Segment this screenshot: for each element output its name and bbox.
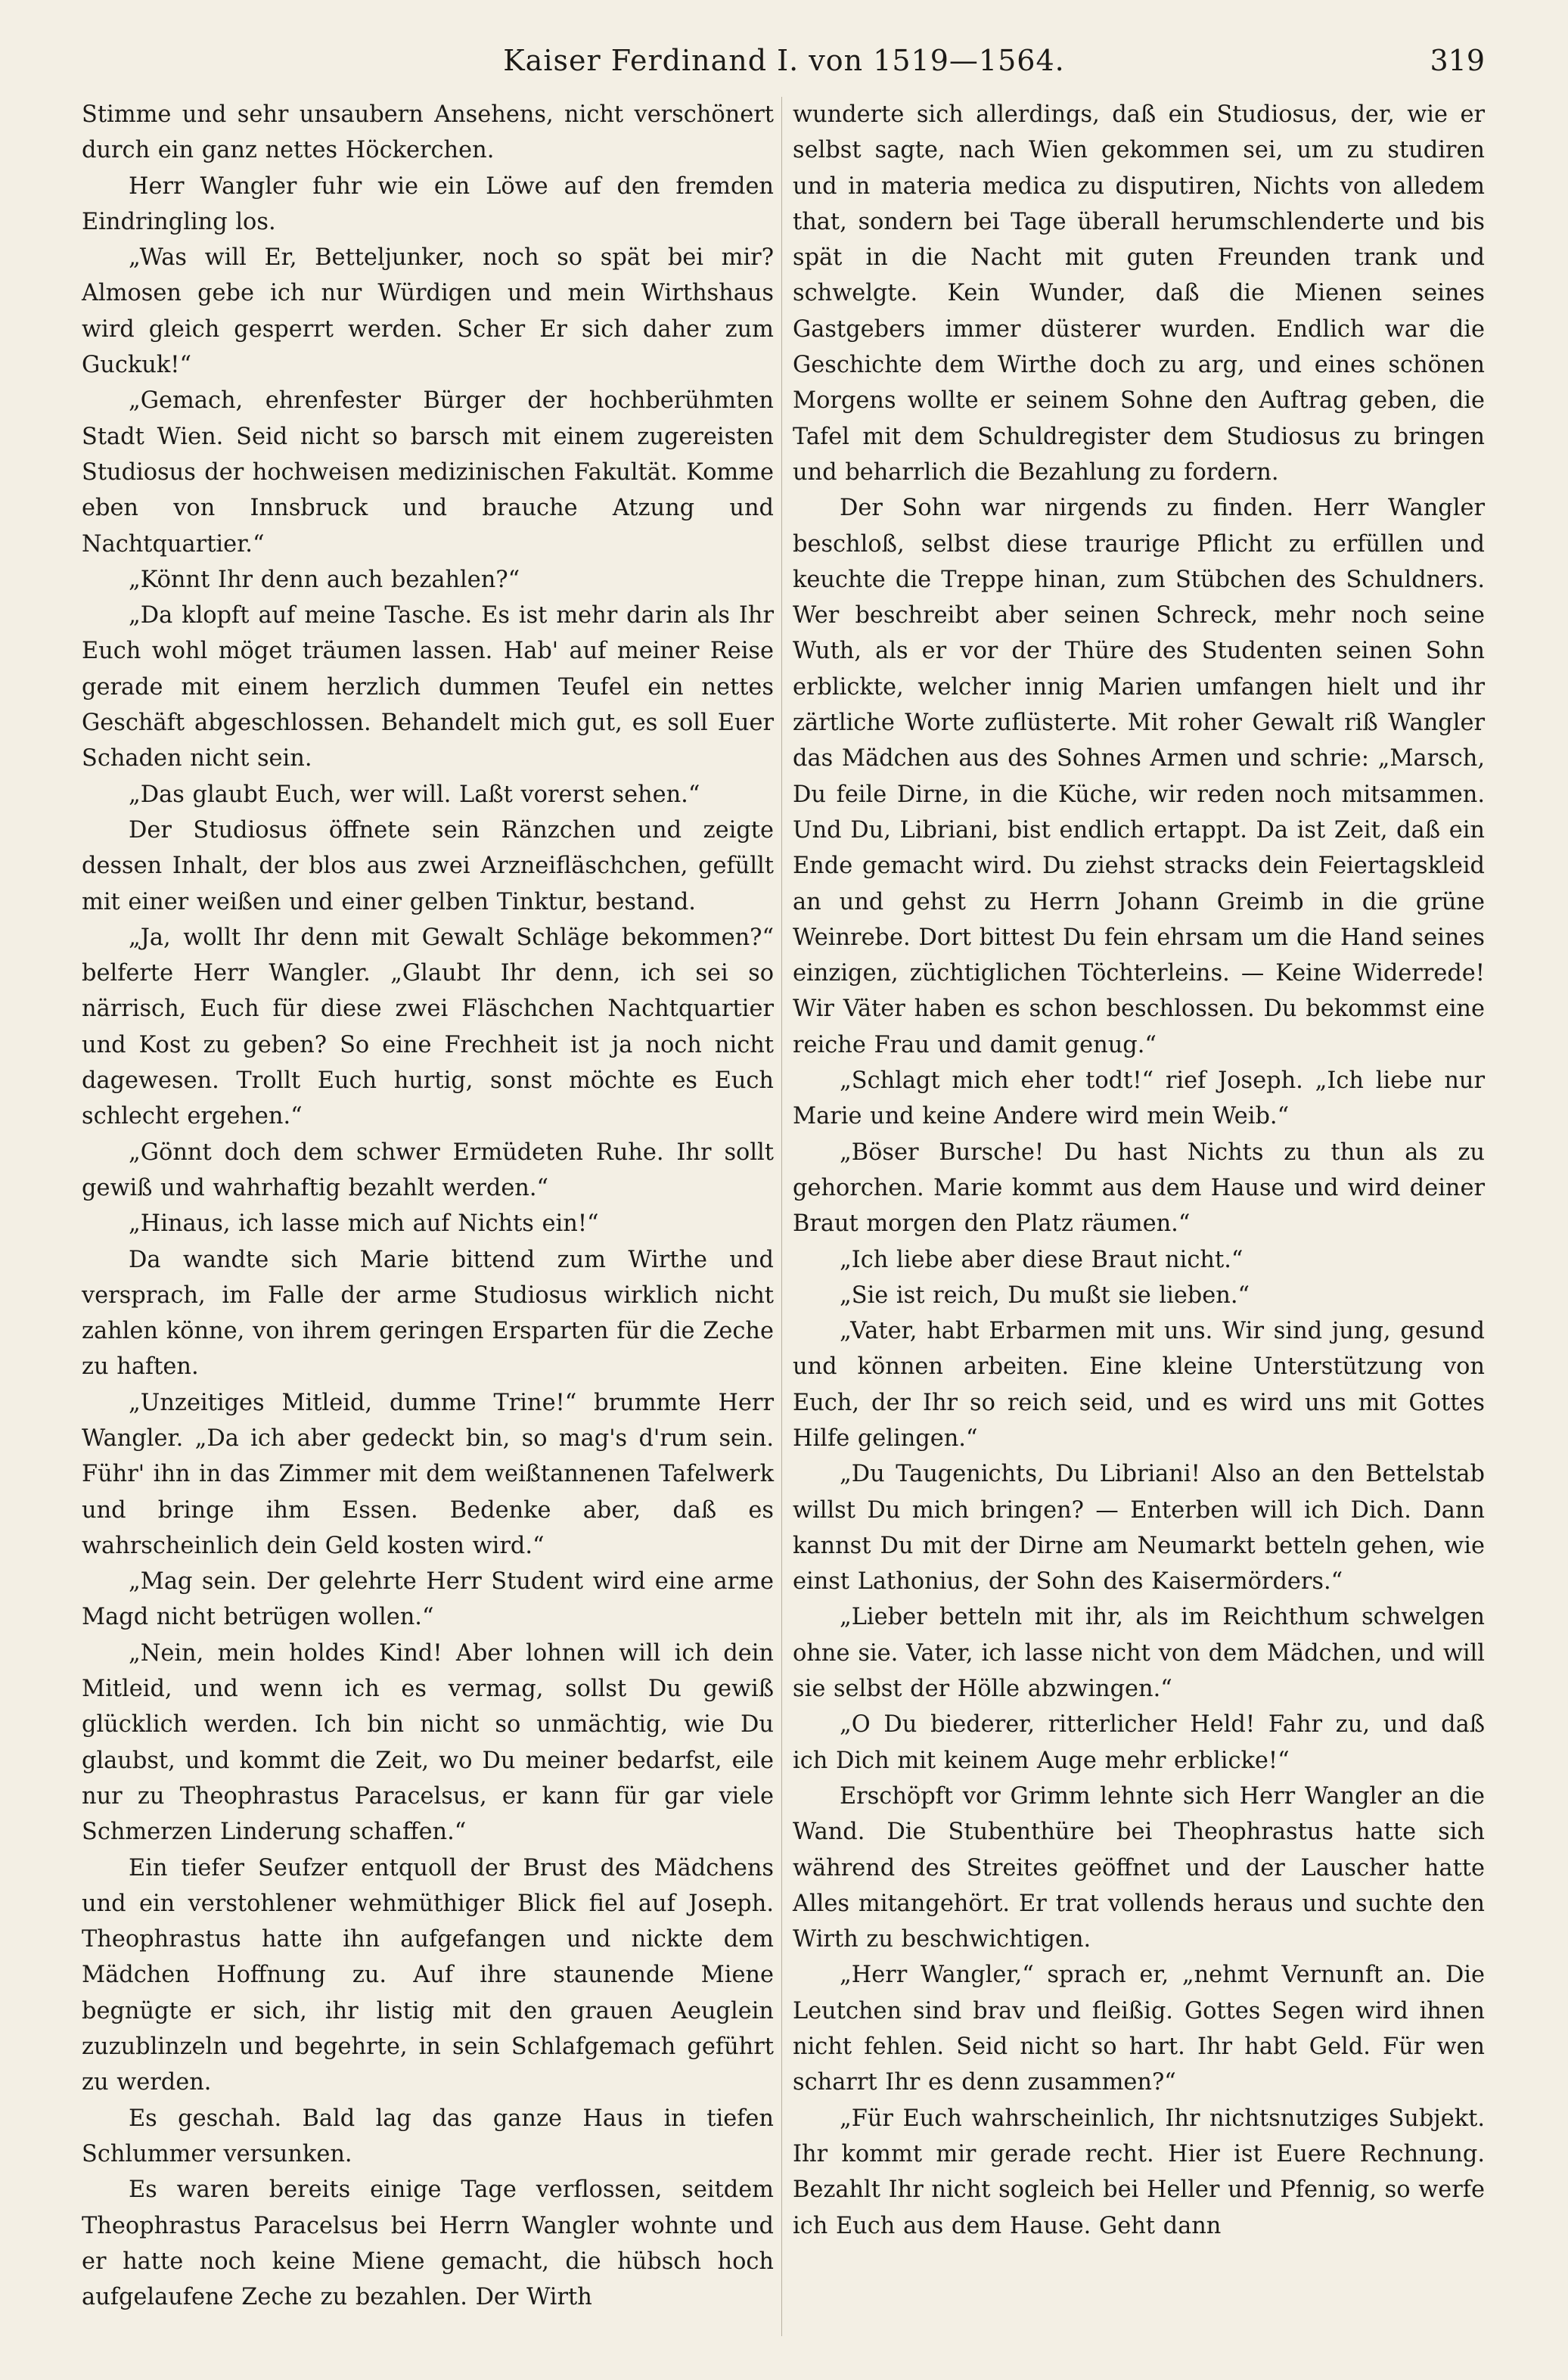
running-head: [83, 44, 1485, 82]
paragraph: Da wandte sich Marie bittend zum Wirthe und versprach, im Falle der arme Studiosus wirklich nicht zahlen könne, von ihrem geringen Ersparten für die Zeche zu haften.: [82, 1246, 774, 1381]
paragraph: „Du Taugenichts, Du Libriani! Also an den Bettelstab willst Du mich bringen? — Enterben will ich Dich. Dann kannst Du mit der Dirne am Neumarkt betteln gehen, wie einst Lathonius, der Sohn des Kaisermörders.“: [793, 1461, 1485, 1595]
column-divider: [781, 97, 782, 2336]
paragraph: „Hinaus, ich lasse mich auf Nichts ein!“: [129, 1210, 599, 1238]
paragraph: „Mag sein. Der gelehrte Herr Student wird eine arme Magd nicht betrügen wollen.“: [82, 1568, 774, 1631]
paragraph: Ein tiefer Seufzer entquoll der Brust des Mädchens und ein verstohlener wehmüthiger Blick fiel auf Joseph. Theophrastus hatte ihn aufgefangen und nickte dem Mädchen Hoffnung zu. Auf ihre staunende Miene begnügte er sich, ihr listig mit den grauen Aeuglein zuzublinzeln und begehrte, in sein Schlafgemach geführt zu werden.: [82, 1854, 774, 2096]
paragraph: Es geschah. Bald lag das ganze Haus in tiefen Schlummer versunken.: [82, 2105, 774, 2167]
paragraph: „Nein, mein holdes Kind! Aber lohnen will ich dein Mitleid, und wenn ich es vermag, sollst Du gewiß glücklich werden. Ich bin nicht so unmächtig, wie Du glaubst, und kommt die Zeit, wo Du meiner bedarfst, eile nur zu Theophrastus Paracelsus, er kann für gar viele Schmerzen Linderung schaffen.“: [82, 1639, 774, 1846]
paragraph: „Das glaubt Euch, wer will. Laßt vorerst sehen.“: [129, 781, 700, 808]
left-column: [82, 97, 774, 2315]
paragraph: Der Sohn war nirgends zu finden. Herr Wangler beschloß, selbst diese traurige Pflicht zu erfüllen und keuchte die Treppe hinan, zum Stübchen des Schuldners. Wer beschreibt aber seinen Schreck, mehr noch seine Wuth, als er vor der Thüre des Studenten seinen Sohn erblickte, welcher innig Marien umfangen hielt und ihr zärtliche Worte zuflüsterte. Mit roher Gewalt riß Wangler das Mädchen aus des Sohnes Armen und schrie: „Marsch, Du feile Dirne, in die Küche, wir reden noch mitsammen. Und Du, Libriani, bist endlich ertappt. Da ist Zeit, daß ein Ende gemacht wird. Du ziehst stracks dein Feiertagskleid an und gehst zu Herrn Johann Greimb in die grüne Weinrebe. Dort bittest Du fein ehrsam um die Hand seines einzigen, züchtiglichen Töchterleins. — Keine Widerrede! Wir Väter haben es schon beschlossen. Du bekommst eine reiche Frau und damit genug.“: [793, 495, 1485, 1058]
page-number: 319: [1430, 44, 1485, 77]
paragraph: „Ja, wollt Ihr denn mit Gewalt Schläge bekommen?“ belferte Herr Wangler. „Glaubt Ihr denn, ich sei so närrisch, Euch für diese zwei Fläschchen Nachtquartier und Kost zu geben? So eine Frechheit ist ja noch nicht dagewesen. Trollt Euch hurtig, sonst möchte es Euch schlecht ergehen.“: [82, 924, 774, 1130]
paragraph: „Vater, habt Erbarmen mit uns. Wir sind jung, gesund und können arbeiten. Eine kleine Unterstützung von Euch, der Ihr so reich seid, und es wird uns mit Gottes Hilfe gelingen.“: [793, 1318, 1485, 1452]
paragraph: „Herr Wangler,“ sprach er, „nehmt Vernunft an. Die Leutchen sind brav und fleißig. Gottes Segen wird ihnen nicht fehlen. Seid nicht so hart. Ihr habt Geld. Für wen scharrt Ihr es denn zusammen?“: [793, 1962, 1485, 2096]
paragraph: „Gönnt doch dem schwer Ermüdeten Ruhe. Ihr sollt gewiß und wahrhaftig bezahlt werden.“: [82, 1139, 774, 1201]
paragraph: Erschöpft vor Grimm lehnte sich Herr Wangler an die Wand. Die Stubenthüre bei Theophrastus hatte sich während des Streites geöffnet und der Lauscher hatte Alles mitangehört. Er trat vollends heraus und suchte den Wirth zu beschwichtigen.: [793, 1782, 1485, 1953]
paragraph: Es waren bereits einige Tage verflossen, seitdem Theophrastus Paracelsus bei Herrn Wangler wohnte und er hatte noch keine Miene gemacht, die hübsch hoch aufgelaufene Zeche zu bezahlen. Der Wirth: [82, 2176, 774, 2311]
paragraph: „Ich liebe aber diese Braut nicht.“: [840, 1246, 1244, 1273]
paragraph: „Gemach, ehrenfester Bürger der hochberühmten Stadt Wien. Seid nicht so barsch mit einem zugereisten Studiosus der hochweisen medizinischen Fakultät. Komme eben von Innsbruck und brauche Atzung und Nachtquartier.“: [82, 387, 774, 558]
paragraph: Der Studiosus öffnete sein Ränzchen und zeigte dessen Inhalt, der blos aus zwei Arzneifläschchen, gefüllt mit einer weißen und einer gelben Tinktur, bestand.: [82, 816, 774, 915]
paragraph: Stimme und sehr unsaubern Ansehens, nicht verschönert durch ein ganz nettes Höckerchen.: [82, 101, 774, 164]
paragraph: „Lieber betteln mit ihr, als im Reichthum schwelgen ohne sie. Vater, ich lasse nicht von dem Mädchen, und will sie selbst der Hölle abzwingen.“: [793, 1604, 1485, 1703]
running-title: Kaiser Ferdinand I. von 1519—1564.: [503, 44, 1065, 77]
paragraph: „Da klopft auf meine Tasche. Es ist mehr darin als Ihr Euch wohl möget träumen lassen. Hab' auf meiner Reise gerade mit einem herzlich dummen Teufel ein nettes Geschäft abgeschlossen. Behandelt mich gut, es soll Euer Schaden nicht sein.: [82, 602, 774, 772]
paragraph: „O Du biederer, ritterlicher Held! Fahr zu, und daß ich Dich mit keinem Auge mehr erblicke!“: [793, 1711, 1485, 1774]
paragraph: „Für Euch wahrscheinlich, Ihr nichtsnutziges Subjekt. Ihr kommt mir gerade recht. Hier ist Euere Rechnung. Bezahlt Ihr nicht sogleich bei Heller und Pfennig, so werfe ich Euch aus dem Hause. Geht dann: [793, 2105, 1485, 2239]
paragraph: „Unzeitiges Mitleid, dumme Trine!“ brummte Herr Wangler. „Da ich aber gedeckt bin, so mag's d'rum sein. Führ' ihn in das Zimmer mit dem weißtannenen Tafelwerk und bringe ihm Essen. Bedenke aber, daß es wahrscheinlich dein Geld kosten wird.“: [82, 1389, 774, 1559]
paragraph: „Böser Bursche! Du hast Nichts zu thun als zu gehorchen. Marie kommt aus dem Hause und wird deiner Braut morgen den Platz räumen.“: [793, 1139, 1485, 1238]
paragraph: „Schlagt mich eher todt!“ rief Joseph. „Ich liebe nur Marie und keine Andere wird mein Weib.“: [793, 1067, 1485, 1130]
paragraph-continued: wunderte sich allerdings, daß ein Studiosus, der, wie er selbst sagte, nach Wien gekommen sei, um zu studiren und in materia medica zu disputiren, Nichts von alledem that, sondern bei Tage überall herumschlenderte und bis spät in die Nacht mit guten Freunden trank und schwelgte. Kein Wunder, daß die Mienen seines Gastgebers immer düsterer wurden. Endlich war die Geschichte dem Wirthe doch zu arg, und eines schönen Morgens wollte er seinem Sohne den Auftrag geben, die Tafel mit dem Schuldregister dem Studiosus zu bringen und beharrlich die Bezahlung zu fordern.: [793, 101, 1485, 486]
paragraph: „Könnt Ihr denn auch bezahlen?“: [129, 566, 520, 593]
paragraph: Herr Wangler fuhr wie ein Löwe auf den fremden Eindringling los.: [82, 172, 774, 235]
paragraph: „Was will Er, Betteljunker, noch so spät bei mir? Almosen gebe ich nur Würdigen und mein Wirthshaus wird gleich gesperrt werden. Scher Er sich daher zum Guckuk!“: [82, 244, 774, 379]
paragraph: „Sie ist reich, Du mußt sie lieben.“: [840, 1282, 1250, 1309]
right-column: [793, 97, 1485, 2244]
